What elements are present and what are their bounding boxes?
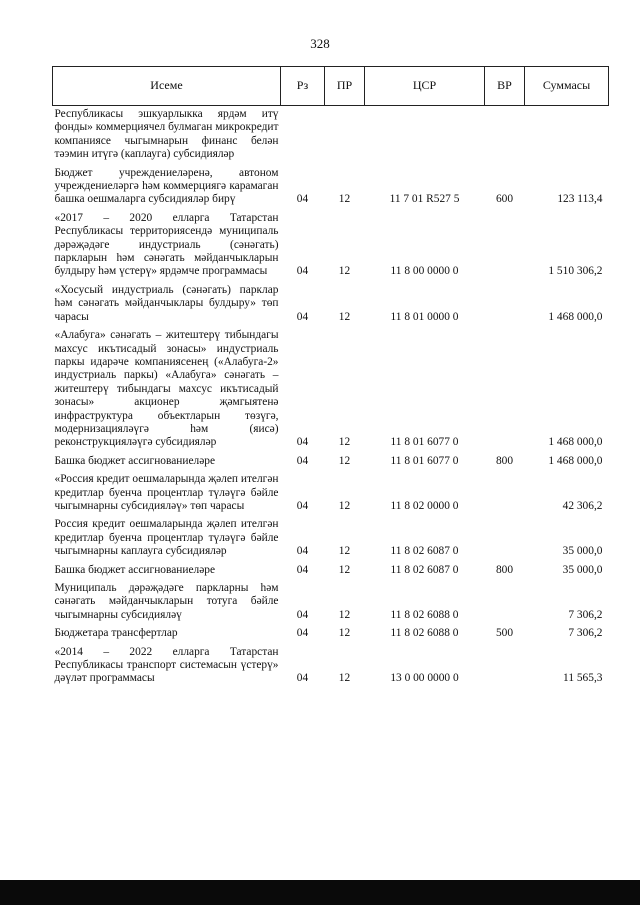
row-vr: 500: [495, 627, 514, 640]
row-vr: 600: [495, 193, 514, 206]
row-rz: 04: [296, 454, 309, 467]
row-name: «2014 – 2022 елларга Татарстан Республикасы транспорт системасын үстерү» дәүләт программасы: [54, 645, 279, 685]
scan-edge-band: [0, 880, 640, 905]
column-header-vr: ВР: [485, 67, 525, 106]
row-pr: [325, 106, 365, 165]
column-header-csr: ЦСР: [365, 67, 485, 106]
budget-table: [52, 66, 609, 689]
row-vr: 800: [495, 454, 514, 467]
row-pr: 12: [338, 310, 351, 323]
row-name: Бюджетара трансфертлар: [54, 627, 178, 640]
row-sum: 35 000,0: [562, 563, 603, 576]
column-header-pr: ПР: [325, 67, 365, 106]
row-csr: [365, 106, 485, 165]
row-vr: [485, 210, 525, 282]
row-name: «Алабуга» сәнәгать – житештерү тибындагы махсус икътисадый зонасы» индустриаль паркы идарәче компаниясенең («Алабуга-2» индустриаль паркы) «Алабуга» сәнәгать – житештерү тибындагы махсус икътисадый зонасы» акционер җәмгыятенә инфраструктура объектларын төзүгә, модернизацияләүгә һәм (яисә) реконструкцияләүгә субсидияләр: [54, 329, 279, 449]
row-vr: [485, 580, 525, 625]
table-row: [53, 516, 609, 561]
table-row: [53, 562, 609, 580]
row-csr: 11 8 02 6087 0: [390, 563, 459, 576]
row-sum: 7 306,2: [568, 608, 603, 621]
row-name: «Хосусый индустриаль (сәнәгать) парклар һәм сәнәгать мәйданчыклары булдыру» төп чарасы: [54, 283, 279, 323]
row-rz: [281, 106, 325, 165]
table-row: [53, 327, 609, 453]
row-pr: 12: [338, 436, 351, 449]
column-header-sum: Суммасы: [525, 67, 609, 106]
row-csr: 11 8 02 0000 0: [390, 499, 459, 512]
row-vr: 800: [495, 563, 514, 576]
row-pr: 12: [338, 672, 351, 685]
row-sum: 1 510 306,2: [548, 265, 603, 278]
row-name: Башка бюджет ассигнованиеләре: [54, 454, 216, 467]
table-row: [53, 282, 609, 327]
row-name: «2017 – 2020 елларга Татарстан Республикасы территориясендә муниципаль дәрәҗәдәге индустриаль (сәнәгать) паркларын һәм сәнәгать мәйданчыкларын булдыру һәм үстерү» ярдәмче программасы: [54, 211, 279, 278]
row-vr: [485, 106, 525, 165]
row-rz: 04: [296, 627, 309, 640]
row-name: Муниципаль дәрәҗәдәге паркларны һәм сәнәгать мәйданчыкларын тотуга бәйле чыгымнарны субсидияләү: [54, 582, 279, 621]
row-name: Россия кредит оешмаларында җәлеп ителгән кредитлар буенча процентлар түләүгә бәйле чыгымнарны каплауга субсидияләр: [54, 518, 279, 558]
row-vr: [485, 327, 525, 453]
row-csr: 11 8 02 6087 0: [390, 545, 459, 558]
row-pr: 12: [338, 499, 351, 512]
row-sum: 1 468 000,0: [548, 436, 603, 449]
row-csr: 11 7 01 R527 5: [389, 193, 460, 206]
table-row: [53, 165, 609, 210]
row-pr: 12: [338, 608, 351, 621]
table-row: [53, 106, 609, 165]
row-pr: 12: [338, 454, 351, 467]
row-sum: 42 306,2: [562, 499, 603, 512]
page-number: 328: [310, 36, 330, 51]
row-csr: 11 8 02 6088 0: [390, 608, 459, 621]
row-rz: 04: [296, 608, 309, 621]
row-sum: 123 113,4: [557, 193, 603, 206]
row-sum: 35 000,0: [562, 545, 603, 558]
row-rz: 04: [296, 672, 309, 685]
row-sum: [525, 106, 609, 165]
row-csr: 11 8 01 0000 0: [390, 310, 459, 323]
row-csr: 11 8 01 6077 0: [390, 454, 459, 467]
row-vr: [485, 471, 525, 516]
row-name: Бюджет учреждениеләренә, автоном учреждениеләргә һәм коммерциягә карамаган башка оешмаларга субсидияләр бирү: [54, 166, 279, 206]
row-vr: [485, 282, 525, 327]
row-csr: 11 8 01 6077 0: [390, 436, 459, 449]
row-rz: 04: [296, 545, 309, 558]
row-csr: 11 8 02 6088 0: [390, 627, 459, 640]
row-rz: 04: [296, 310, 309, 323]
column-header-name: Исеме: [53, 67, 281, 106]
row-pr: 12: [338, 545, 351, 558]
row-name: Башка бюджет ассигнованиеләре: [54, 563, 216, 576]
row-vr: [485, 644, 525, 689]
row-rz: 04: [296, 436, 309, 449]
table-header-row: [53, 67, 609, 106]
row-rz: 04: [296, 265, 309, 278]
table-row: [53, 580, 609, 625]
table-row: [53, 210, 609, 282]
table-row: [53, 453, 609, 471]
row-pr: 12: [338, 627, 351, 640]
row-rz: 04: [296, 193, 309, 206]
row-pr: 12: [338, 563, 351, 576]
row-sum: 1 468 000,0: [548, 310, 603, 323]
row-pr: 12: [338, 265, 351, 278]
table-row: [53, 625, 609, 643]
row-name: «Россия кредит оешмаларында җәлеп ителгән кредитлар буенча процентлар түләүгә бәйле чыгымнарны субсидияләү» төп чарасы: [54, 473, 279, 512]
table-row: [53, 644, 609, 689]
row-csr: 11 8 00 0000 0: [390, 265, 459, 278]
column-header-rz: Рз: [281, 67, 325, 106]
row-vr: [485, 516, 525, 561]
row-name: Республикасы эшкуарлыкка ярдәм итү фонды» коммерциячел булмаган микрокредит компаниясе чыгымнарын финанс белән тәэмин итүгә (каплауга) субсидияләр: [54, 108, 279, 161]
row-sum: 11 565,3: [563, 672, 603, 685]
row-pr: 12: [338, 193, 351, 206]
row-sum: 1 468 000,0: [548, 454, 603, 467]
row-sum: 7 306,2: [568, 627, 603, 640]
row-csr: 13 0 00 0000 0: [390, 672, 459, 685]
row-rz: 04: [296, 499, 309, 512]
table-row: [53, 471, 609, 516]
row-rz: 04: [296, 563, 309, 576]
